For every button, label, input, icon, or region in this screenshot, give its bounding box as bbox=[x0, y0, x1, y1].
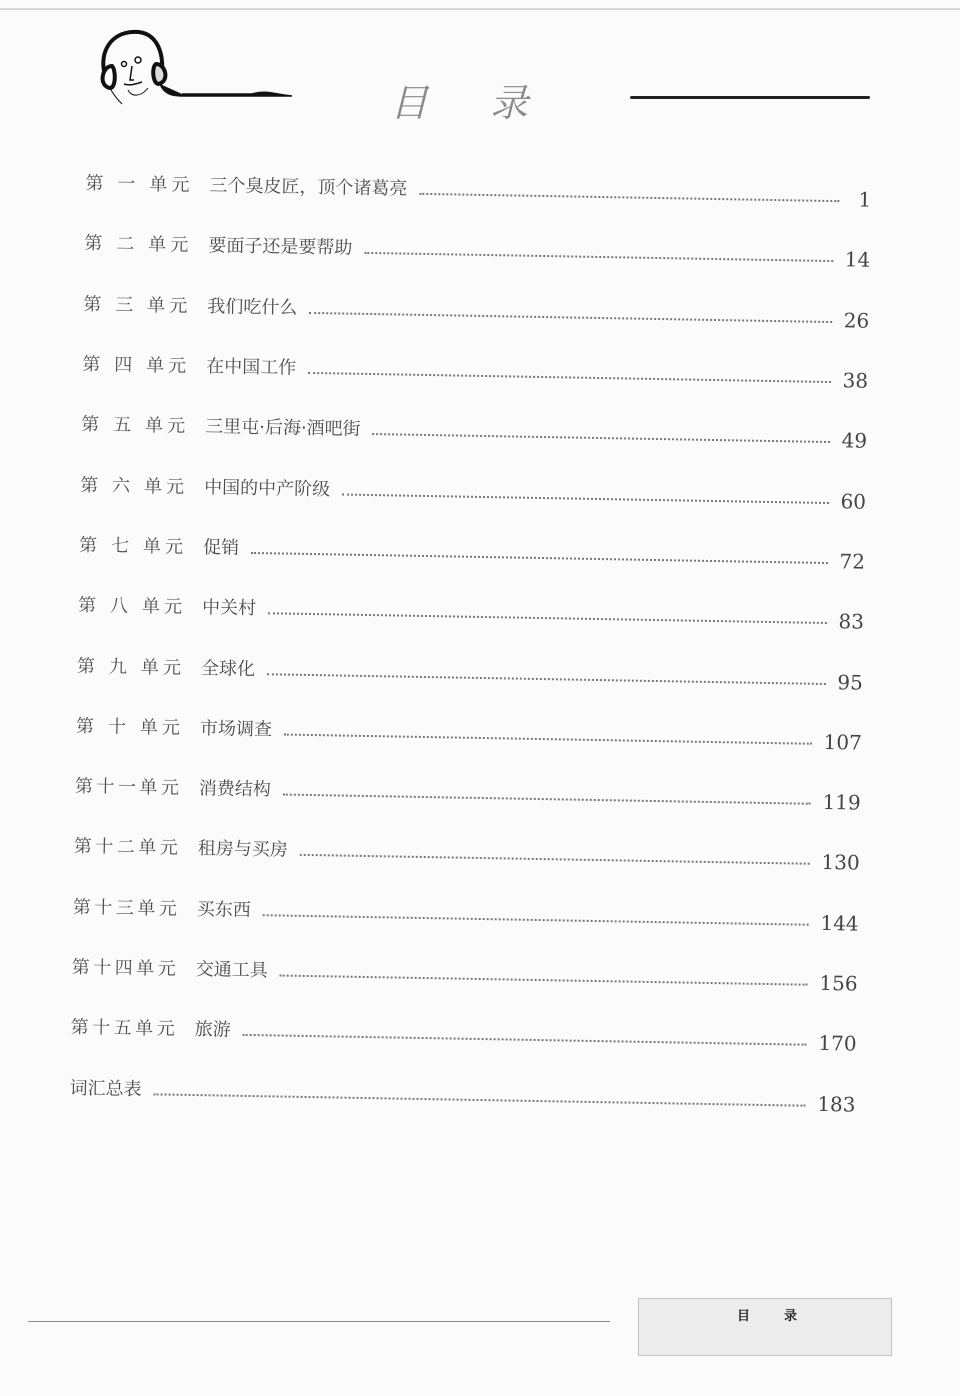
toc-entry-title: 词汇总表 bbox=[69, 1077, 142, 1100]
page-title: 目录 bbox=[390, 81, 591, 125]
toc-entry-title: 租房与买房 bbox=[197, 838, 289, 862]
dot-leader bbox=[267, 673, 825, 685]
toc-entry-unit: 第 八 单元 bbox=[77, 595, 183, 618]
toc-entry-title: 旅游 bbox=[194, 1019, 231, 1041]
toc-entry-title: 中国的中产阶级 bbox=[203, 476, 331, 500]
toc-entry-page: 72 bbox=[839, 549, 866, 574]
toc-entry-title: 消费结构 bbox=[198, 778, 272, 801]
toc-entry-title: 促销 bbox=[202, 537, 240, 559]
toc-entry-unit: 第十二单元 bbox=[73, 836, 179, 860]
toc-entry-unit: 第十四单元 bbox=[71, 956, 176, 980]
toc-entry-title: 交通工具 bbox=[195, 959, 268, 982]
footer-rule bbox=[28, 1321, 610, 1322]
headphone-face-illustration-icon bbox=[92, 26, 312, 106]
dot-leader bbox=[283, 794, 811, 805]
toc-entry-unit: 第十五单元 bbox=[70, 1017, 175, 1040]
toc-entry-page: 107 bbox=[823, 729, 863, 755]
dot-leader bbox=[280, 975, 808, 986]
toc-entry-unit: 第 二 单元 bbox=[84, 233, 189, 257]
dot-leader bbox=[268, 612, 826, 624]
dot-leader bbox=[419, 193, 839, 202]
dot-leader bbox=[364, 252, 833, 262]
toc-entry-page: 83 bbox=[838, 609, 865, 634]
header-rule-right bbox=[630, 96, 870, 99]
toc-entry-unit: 第 四 单元 bbox=[82, 354, 187, 377]
toc-entry-title: 中关村 bbox=[201, 597, 257, 620]
toc-entry-title: 三里屯·后海·酒吧街 bbox=[205, 416, 361, 441]
dot-leader bbox=[263, 914, 809, 926]
toc-entry-title: 买东西 bbox=[196, 898, 251, 921]
toc-entry-vocabulary[interactable] bbox=[69, 1056, 856, 1130]
toc-entry-page: 14 bbox=[844, 247, 871, 273]
toc-entry-page: 49 bbox=[841, 428, 868, 454]
toc-entry-page: 130 bbox=[821, 850, 860, 876]
scan-edge-line bbox=[0, 8, 960, 10]
footer-section-tab bbox=[638, 1298, 892, 1356]
toc-entry-unit: 第 六 单元 bbox=[80, 474, 185, 498]
dot-leader bbox=[342, 493, 829, 503]
dot-leader bbox=[251, 552, 827, 564]
toc-entry-page: 38 bbox=[842, 368, 869, 393]
dot-leader bbox=[309, 312, 832, 323]
dot-leader bbox=[243, 1034, 807, 1046]
toc-entry-unit: 第十三单元 bbox=[72, 896, 177, 920]
toc-entry-page: 170 bbox=[818, 1031, 857, 1056]
toc-entry-page: 156 bbox=[819, 970, 858, 996]
toc-entry-unit: 第 十 单元 bbox=[75, 715, 181, 739]
toc-entry-title: 市场调查 bbox=[199, 717, 273, 741]
table-of-contents bbox=[69, 152, 872, 1130]
toc-entry-title: 在中国工作 bbox=[206, 356, 297, 379]
toc-entry-page: 119 bbox=[822, 790, 861, 815]
dot-leader bbox=[284, 733, 812, 744]
dot-leader bbox=[154, 1093, 806, 1106]
dot-leader bbox=[308, 372, 831, 383]
toc-entry-unit: 第 七 单元 bbox=[78, 534, 184, 558]
toc-entry-title: 全球化 bbox=[200, 657, 256, 680]
toc-entry-unit: 第 三 单元 bbox=[83, 293, 188, 317]
toc-entry-page: 1 bbox=[858, 187, 872, 212]
toc-entry-title: 要面子还是要帮助 bbox=[208, 235, 353, 260]
toc-entry-page: 144 bbox=[820, 910, 859, 936]
toc-entry-page: 26 bbox=[843, 307, 870, 333]
toc-entry-unit: 第 五 单元 bbox=[81, 414, 186, 438]
dot-leader bbox=[373, 433, 830, 443]
toc-entry-page: 60 bbox=[840, 488, 867, 514]
dot-leader bbox=[300, 854, 810, 865]
footer-section-label: 目录 bbox=[737, 1309, 832, 1324]
toc-entry-unit: 第 九 单元 bbox=[76, 655, 182, 679]
toc-entry-title: 我们吃什么 bbox=[207, 295, 298, 319]
toc-entry-unit: 第十一单元 bbox=[74, 776, 180, 799]
toc-entry-unit: 第 一 单元 bbox=[85, 173, 190, 196]
toc-entry-page: 95 bbox=[837, 669, 864, 695]
toc-entry-title: 三个臭皮匠，顶个诸葛亮 bbox=[209, 175, 408, 200]
toc-entry-page: 183 bbox=[817, 1091, 856, 1117]
